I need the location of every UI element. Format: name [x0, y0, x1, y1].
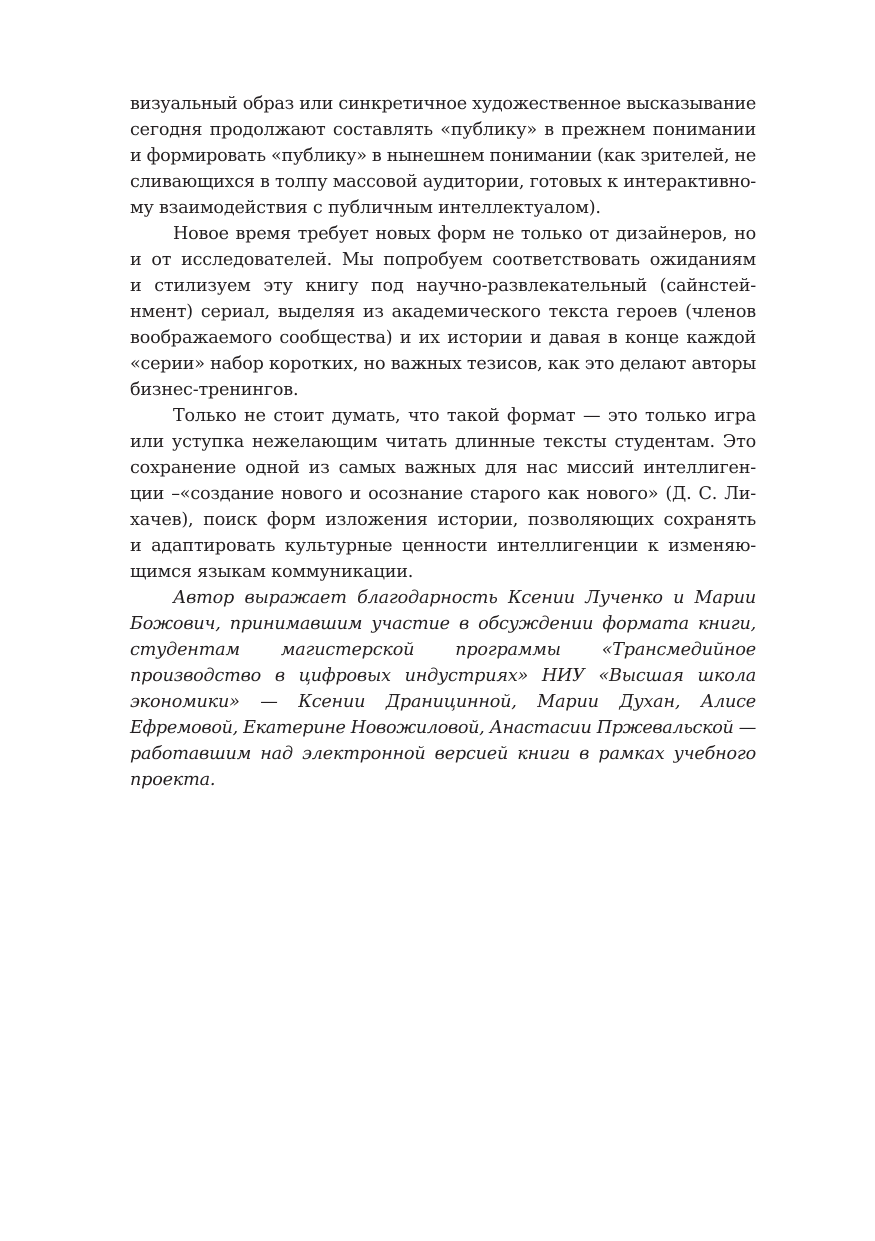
text-line: Ефремовой, Екатерине Новожиловой, Анастасии Пржевальской — [130, 718, 756, 738]
paragraph-2 [130, 221, 756, 403]
text-line: или уступка нежелающим читать длинные тексты студентам. Это [130, 432, 756, 452]
text-line: и формировать «публику» в нынешнем понимании (как зрителей, не [130, 146, 756, 166]
text-line: и от исследователей. Мы попробуем соответствовать ожиданиям [130, 250, 756, 270]
text-line: и адаптировать культурные ценности интеллигенции к изменяю- [130, 536, 756, 556]
text-line: ции –«создание нового и осознание старого как нового» (Д. С. Ли- [130, 484, 756, 504]
text-line: нмент) сериал, выделяя из академического текста героев (членов [130, 302, 756, 322]
acknowledgement-paragraph [130, 585, 756, 793]
text-line: Автор выражает благодарность Ксении Лученко и Марии [173, 588, 756, 608]
text-line: воображаемого сообщества) и их истории и давая в конце каждой [130, 328, 756, 348]
text-line: хачев), поиск форм изложения истории, позволяющих сохранять [130, 510, 756, 530]
text-line: Только не стоит думать, что такой формат — это только игра [173, 406, 756, 426]
text-line: бизнес-тренингов. [130, 380, 299, 400]
text-line: Новое время требует новых форм не только от дизайнеров, но [173, 224, 756, 244]
text-line: сливающихся в толпу массовой аудитории, готовых к интерактивно- [130, 172, 756, 192]
text-line: проекта. [130, 770, 216, 790]
text-line: и стилизуем эту книгу под научно-развлекательный (сайнстей- [130, 276, 756, 296]
text-line: экономики» — Ксении Драницинной, Марии Духан, Алисе [130, 692, 756, 712]
text-line: му взаимодействия с публичным интеллектуалом). [130, 198, 601, 218]
text-line: производство в цифровых индустриях» НИУ «Высшая школа [130, 666, 756, 686]
text-line: сохранение одной из самых важных для нас миссий интеллиген- [130, 458, 756, 478]
text-line: студентам магистерской программы «Трансмедийное [130, 640, 756, 660]
paragraph-3 [130, 403, 756, 585]
text-line: щимся языкам коммуникации. [130, 562, 414, 582]
text-line: «серии» набор коротких, но важных тезисов, как это делают авторы [130, 354, 756, 374]
text-line: сегодня продолжают составлять «публику» в прежнем понимании [130, 120, 756, 140]
body-text [130, 91, 756, 793]
text-line: Божович, принимавшим участие в обсуждении формата книги, [130, 614, 756, 634]
paragraph-1 [130, 91, 756, 221]
text-line: работавшим над электронной версией книги в рамках учебного [130, 744, 756, 764]
text-line: визуальный образ или синкретичное художественное высказывание [130, 94, 756, 114]
